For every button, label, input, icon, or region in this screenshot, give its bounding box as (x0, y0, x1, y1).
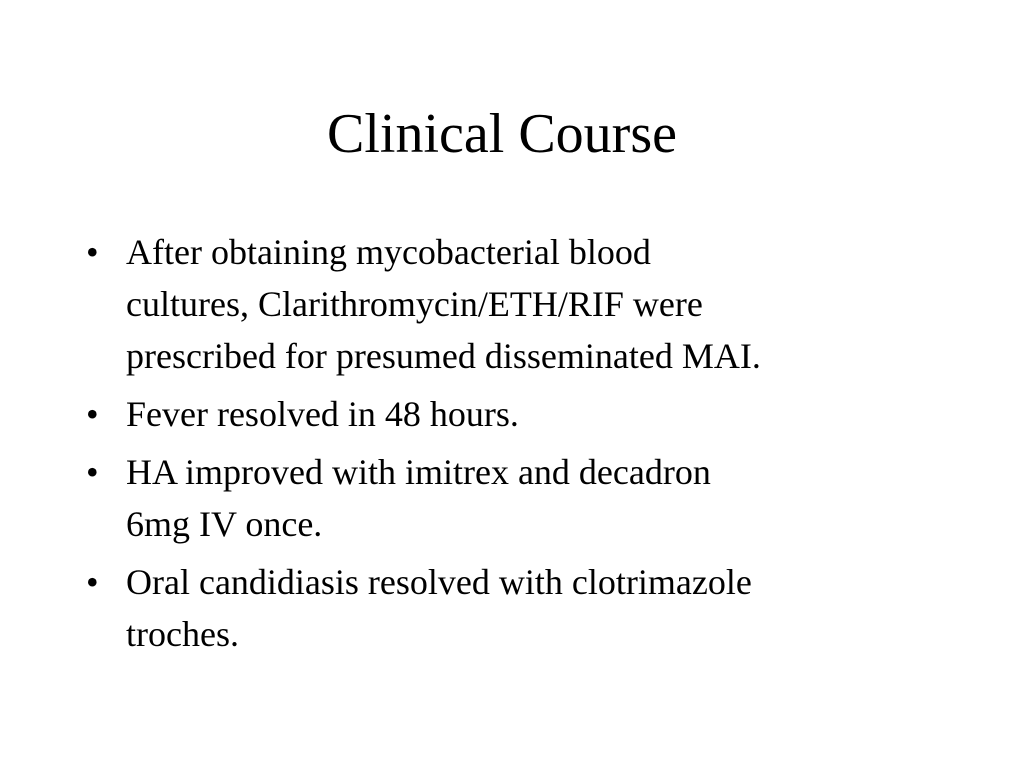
bullet-item-2 (86, 388, 966, 440)
bullet-item-4 (86, 556, 966, 660)
bullet-icon: • (86, 394, 99, 434)
bullet-line: troches. (126, 614, 239, 654)
bullet-text (126, 226, 966, 382)
bullet-text (126, 556, 966, 660)
bullet-line: cultures, Clarithromycin/ETH/RIF were (126, 284, 703, 324)
bullet-line: HA improved with imitrex and decadron (126, 452, 711, 492)
bullet-line: Fever resolved in 48 hours. (126, 394, 519, 434)
bullet-text (126, 446, 966, 550)
bullet-icon: • (86, 562, 99, 602)
bullet-item-3 (86, 446, 966, 550)
bullet-icon: • (86, 452, 99, 492)
bullet-item-1 (86, 226, 966, 382)
bullet-text (126, 388, 966, 440)
bullet-line: prescribed for presumed disseminated MAI. (126, 336, 761, 376)
bullet-list (86, 226, 966, 666)
bullet-icon: • (86, 232, 99, 272)
bullet-line: 6mg IV once. (126, 504, 323, 544)
slide-title: Clinical Course (327, 103, 677, 165)
bullet-line: After obtaining mycobacterial blood (126, 232, 651, 272)
bullet-line: Oral candidiasis resolved with clotrimazole (126, 562, 752, 602)
